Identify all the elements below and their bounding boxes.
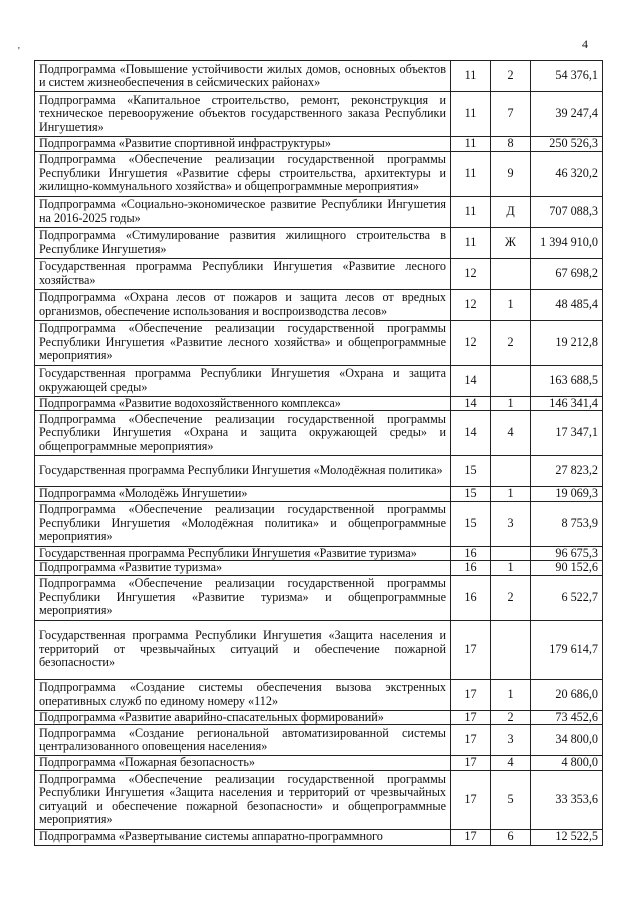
row-amount-cell: 4 800,0 — [531, 756, 603, 771]
row-amount-cell: 146 341,4 — [531, 396, 603, 411]
row-code2-cell: Д — [491, 196, 531, 227]
row-code2-cell: 1 — [491, 487, 531, 502]
row-code2-cell: 1 — [491, 289, 531, 320]
row-amount-cell: 73 452,6 — [531, 710, 603, 725]
row-amount-cell: 163 688,5 — [531, 365, 603, 396]
row-code1-cell: 11 — [451, 137, 491, 152]
row-code2-cell — [491, 365, 531, 396]
row-amount-cell: 19 069,3 — [531, 487, 603, 502]
row-name-cell: Подпрограмма «Стимулирование развития жилищного строительства в Республике Ингушетия» — [35, 227, 451, 258]
row-code1-cell: 16 — [451, 546, 491, 561]
table-row — [35, 456, 603, 487]
row-code2-cell — [491, 258, 531, 289]
row-code1-cell: 12 — [451, 258, 491, 289]
row-name-cell: Подпрограмма «Развитие спортивной инфраструктуры» — [35, 137, 451, 152]
row-name-cell: Подпрограмма «Обеспечение реализации государственной программы Республики Ингушетия «Развитие сферы строительства, архитектуры и жилищно-коммунального хозяйства» и общепрограммные мероприятия» — [35, 151, 451, 196]
row-amount-cell: 39 247,4 — [531, 92, 603, 137]
row-name-cell: Подпрограмма «Развитие водохозяйственного комплекса» — [35, 396, 451, 411]
row-name-cell: Подпрограмма «Социально-экономическое развитие Республики Ингушетия на 2016-2025 годы» — [35, 196, 451, 227]
row-amount-cell: 96 675,3 — [531, 546, 603, 561]
row-code1-cell: 14 — [451, 396, 491, 411]
row-amount-cell: 6 522,7 — [531, 575, 603, 620]
row-code1-cell: 17 — [451, 829, 491, 845]
row-name-cell: Государственная программа Республики Ингушетия «Развитие лесного хозяйства» — [35, 258, 451, 289]
row-amount-cell: 27 823,2 — [531, 456, 603, 487]
row-name-cell: Подпрограмма «Пожарная безопасность» — [35, 756, 451, 771]
row-name-cell: Государственная программа Республики Ингушетия «Защита населения и территорий от чрезвычайных ситуаций и обеспечение пожарной безопасности» — [35, 620, 451, 679]
row-name-cell: Подпрограмма «Обеспечение реализации государственной программы Республики Ингушетия «Развитие лесного хозяйства» и общепрограммные мероприятия» — [35, 320, 451, 365]
table-row — [35, 501, 603, 546]
table-row — [35, 396, 603, 411]
row-name-cell: Подпрограмма «Обеспечение реализации государственной программы Республики Ингушетия «Охрана и защита окружающей среды» и общепрограммные мероприятия» — [35, 411, 451, 456]
row-code2-cell — [491, 546, 531, 561]
row-code1-cell: 17 — [451, 620, 491, 679]
table-row — [35, 137, 603, 152]
row-amount-cell: 34 800,0 — [531, 725, 603, 756]
row-name-cell: Подпрограмма «Молодёжь Ингушетии» — [35, 487, 451, 502]
row-amount-cell: 46 320,2 — [531, 151, 603, 196]
table-row — [35, 561, 603, 576]
row-code1-cell: 11 — [451, 227, 491, 258]
table-row — [35, 411, 603, 456]
row-name-cell: Подпрограмма «Развертывание системы аппаратно-программного — [35, 829, 451, 845]
row-code1-cell: 17 — [451, 770, 491, 829]
row-code2-cell: 8 — [491, 137, 531, 152]
row-amount-cell: 179 614,7 — [531, 620, 603, 679]
row-name-cell: Подпрограмма «Создание региональной автоматизированной системы централизованного оповещения населения» — [35, 725, 451, 756]
row-name-cell: Подпрограмма «Создание системы обеспечения вызова экстренных оперативных служб по единому номеру «112» — [35, 679, 451, 710]
row-amount-cell: 19 212,8 — [531, 320, 603, 365]
row-name-cell: Государственная программа Республики Ингушетия «Молодёжная политика» — [35, 456, 451, 487]
row-code2-cell: 3 — [491, 501, 531, 546]
row-code1-cell: 11 — [451, 92, 491, 137]
row-code2-cell: 1 — [491, 679, 531, 710]
table-row — [35, 227, 603, 258]
row-code1-cell: 11 — [451, 151, 491, 196]
row-code2-cell: 4 — [491, 756, 531, 771]
row-code1-cell: 17 — [451, 756, 491, 771]
table-row — [35, 196, 603, 227]
page-number: 4 — [582, 37, 588, 51]
row-code1-cell: 12 — [451, 320, 491, 365]
row-code1-cell: 14 — [451, 411, 491, 456]
row-code1-cell: 16 — [451, 575, 491, 620]
row-amount-cell: 33 353,6 — [531, 770, 603, 829]
row-name-cell: Подпрограмма «Обеспечение реализации государственной программы Республики Ингушетия «Молодёжная политика» и общепрограммные мероприятия» — [35, 501, 451, 546]
row-code1-cell: 15 — [451, 487, 491, 502]
row-amount-cell: 250 526,3 — [531, 137, 603, 152]
table-row — [35, 756, 603, 771]
row-code1-cell: 15 — [451, 501, 491, 546]
row-amount-cell: 12 522,5 — [531, 829, 603, 845]
row-code1-cell: 14 — [451, 365, 491, 396]
row-code1-cell: 16 — [451, 561, 491, 576]
row-code1-cell: 11 — [451, 61, 491, 92]
table-row — [35, 92, 603, 137]
row-name-cell: Подпрограмма «Обеспечение реализации государственной программы Республики Ингушетия «Защита населения и территорий от чрезвычайных ситуаций и обеспечение пожарной безопасности» и общепрограммные мероприятия» — [35, 770, 451, 829]
row-code2-cell: 2 — [491, 320, 531, 365]
table-row — [35, 725, 603, 756]
row-amount-cell: 54 376,1 — [531, 61, 603, 92]
row-code2-cell: 2 — [491, 575, 531, 620]
row-code2-cell: 1 — [491, 396, 531, 411]
row-code1-cell: 15 — [451, 456, 491, 487]
table-row — [35, 710, 603, 725]
row-code2-cell: 3 — [491, 725, 531, 756]
table-row — [35, 575, 603, 620]
row-amount-cell: 707 088,3 — [531, 196, 603, 227]
row-code2-cell: 1 — [491, 561, 531, 576]
row-code2-cell — [491, 620, 531, 679]
table-row — [35, 289, 603, 320]
row-name-cell: Государственная программа Республики Ингушетия «Развитие туризма» — [35, 546, 451, 561]
row-amount-cell: 67 698,2 — [531, 258, 603, 289]
table-row — [35, 620, 603, 679]
row-code1-cell: 17 — [451, 725, 491, 756]
row-amount-cell: 1 394 910,0 — [531, 227, 603, 258]
row-code2-cell: 2 — [491, 61, 531, 92]
row-code1-cell: 12 — [451, 289, 491, 320]
row-code2-cell — [491, 456, 531, 487]
table-row — [35, 679, 603, 710]
row-amount-cell: 20 686,0 — [531, 679, 603, 710]
table-row — [35, 61, 603, 92]
table-row — [35, 487, 603, 502]
row-code2-cell: 2 — [491, 710, 531, 725]
row-name-cell: Подпрограмма «Капитальное строительство, ремонт, реконструкция и техническое перевооружение объектов государственного заказа Республики Ингушетия» — [35, 92, 451, 137]
table-row — [35, 770, 603, 829]
table-row — [35, 151, 603, 196]
table-row — [35, 546, 603, 561]
row-code2-cell: 6 — [491, 829, 531, 845]
row-name-cell: Государственная программа Республики Ингушетия «Охрана и защита окружающей среды» — [35, 365, 451, 396]
row-code2-cell: 4 — [491, 411, 531, 456]
row-code1-cell: 11 — [451, 196, 491, 227]
row-amount-cell: 17 347,1 — [531, 411, 603, 456]
row-code2-cell: 7 — [491, 92, 531, 137]
scan-mark: ' — [18, 46, 20, 57]
row-code2-cell: 5 — [491, 770, 531, 829]
row-name-cell: Подпрограмма «Повышение устойчивости жилых домов, основных объектов и систем жизнеобеспечения в сейсмических районах» — [35, 61, 451, 92]
row-name-cell: Подпрограмма «Развитие туризма» — [35, 561, 451, 576]
table-row — [35, 365, 603, 396]
row-code1-cell: 17 — [451, 679, 491, 710]
row-amount-cell: 8 753,9 — [531, 501, 603, 546]
row-amount-cell: 90 152,6 — [531, 561, 603, 576]
table-row — [35, 258, 603, 289]
table-row — [35, 320, 603, 365]
row-name-cell: Подпрограмма «Развитие аварийно-спасательных формирований» — [35, 710, 451, 725]
table-row — [35, 829, 603, 845]
budget-table — [34, 60, 603, 846]
row-code1-cell: 17 — [451, 710, 491, 725]
row-code2-cell: 9 — [491, 151, 531, 196]
row-code2-cell: Ж — [491, 227, 531, 258]
row-amount-cell: 48 485,4 — [531, 289, 603, 320]
row-name-cell: Подпрограмма «Охрана лесов от пожаров и защита лесов от вредных организмов, обеспечение использования и воспроизводства лесов» — [35, 289, 451, 320]
row-name-cell: Подпрограмма «Обеспечение реализации государственной программы Республики Ингушетия «Развитие туризма» и общепрограммные мероприятия» — [35, 575, 451, 620]
